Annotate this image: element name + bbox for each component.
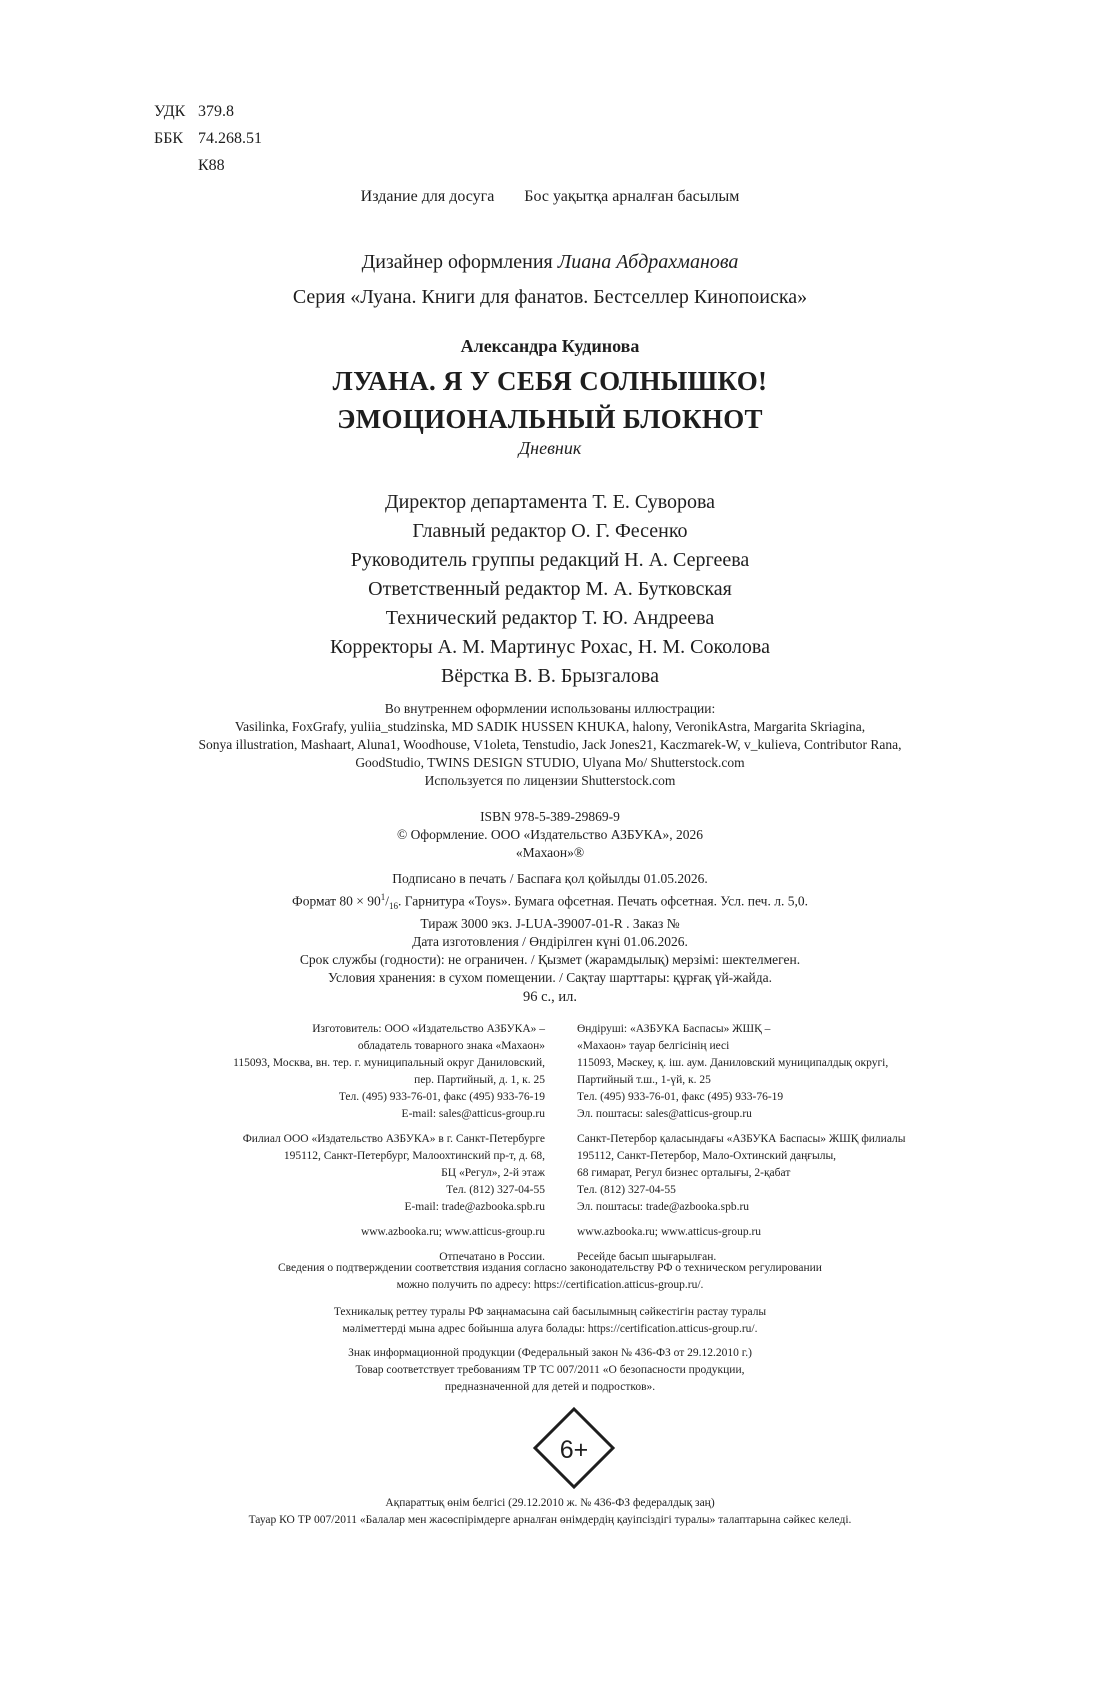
format-suffix: . Гарнитура «Toys». Бумага офсетная. Печать офсетная. Усл. печ. л. 5,0. [398, 893, 808, 909]
text-line: мәліметтерді мына адрес бойынша алуға болады: https://certification.atticus-group.ru/. [342, 1323, 758, 1335]
text-line: Тауар КО ТР 007/2011 «Балалар мен жасөспірімдерге арналған өнімдердің қауіпсіздігі туралы» талаптарына сәйкес келеді. [248, 1514, 852, 1526]
designer-line [0, 245, 1100, 280]
text-line: Эл. поштасы: trade@azbooka.spb.ru [577, 1201, 750, 1213]
text-line: Тел. (812) 327-04-55 [577, 1184, 676, 1196]
staff-line: Корректоры А. М. Мартинус Рохас, Н. М. Соколова [330, 636, 770, 658]
trademark: «Махаон»® [515, 845, 585, 860]
text-line: Партийный т.ш., 1-үй, к. 25 [577, 1074, 711, 1086]
illus-line: Во внутреннем оформлении использованы иллюстрации: [384, 701, 716, 716]
format-prefix: Формат 80 × 90 [292, 893, 381, 909]
text-line: Эл. поштасы: sales@atticus-group.ru [577, 1108, 752, 1120]
websites: www.azbooka.ru; www.atticus-group.ru [360, 1226, 545, 1238]
text-line: Сведения о подтверждении соответствия издания согласно законодательству РФ о техническом регулировании [278, 1262, 822, 1274]
format-num: 1 [380, 892, 386, 902]
udk-line [154, 98, 262, 125]
isbn: ISBN 978-5-389-29869-9 [480, 809, 620, 824]
text-line: Техникалық реттеу туралы РФ заңнамасына сай басылымның сәйкестігін растау туралы [333, 1306, 767, 1318]
text-line: E-mail: trade@azbooka.spb.ru [404, 1201, 545, 1213]
age-rating-icon [532, 1406, 616, 1490]
text-line: 195112, Санкт-Петербург, Малоохтинский пр-т, д. 68, [283, 1150, 545, 1162]
staff-line: Главный редактор О. Г. Фесенко [412, 520, 688, 542]
staff-line: Вёрстка В. В. Брызгалова [441, 665, 659, 687]
signed-line: Подписано в печать / Баспаға қол қойылды 01.05.2026. [392, 871, 708, 886]
copyright: © Оформление. ООО «Издательство АЗБУКА», 2026 [397, 827, 703, 842]
edition-type [0, 188, 1100, 206]
text-line: БЦ «Регул», 2-й этаж [441, 1167, 545, 1179]
text-line: Филиал ООО «Издательство АЗБУКА» в г. Санкт-Петербурге [242, 1133, 545, 1145]
page-count: 96 с., ил. [522, 989, 578, 1005]
bbk-value: 74.268.51 [198, 130, 262, 147]
manufacturer-kz [577, 1021, 906, 1274]
edition-ru: Издание для досуга [360, 188, 495, 205]
text-line: Тел. (495) 933-76-01, факс (495) 933-76-19 [338, 1091, 545, 1103]
text-line: Тел. (812) 327-04-55 [446, 1184, 545, 1196]
illus-line: GoodStudio, TWINS DESIGN STUDIO, Ulyana Mo/ Shutterstock.com [355, 755, 745, 770]
text-line: 115093, Мәскеу, қ. іш. аум. Даниловский муниципалдық округі, [577, 1057, 889, 1069]
udk-value: 379.8 [198, 103, 234, 120]
bottom-notes [0, 1495, 1100, 1529]
format-line: Формат $80 \times 90^1/_{16}$. Гарнитура «Toys». Бумага офсетная. Печать офсетная. Усл. печ. л. 5,0. [292, 892, 808, 912]
genre: Дневник [518, 438, 582, 458]
info-mark-note [0, 1345, 1100, 1396]
manufacturer-block [577, 1021, 906, 1123]
bbk-line [154, 125, 262, 152]
printed-in: Отпечатано в России. [439, 1251, 545, 1263]
illustration-credits [0, 700, 1100, 790]
storage-line: Условия хранения: в сухом помещении. / Сақтау шарттары: құрғақ үй-жайда. [328, 970, 772, 986]
author-sign: К88 [198, 157, 225, 174]
text-line: Өндіруші: «АЗБУКА Баспасы» ЖШҚ – [577, 1023, 771, 1035]
text-line: E-mail: sales@atticus-group.ru [401, 1108, 545, 1120]
title-line-1: ЛУАНА. Я У СЕБЯ СОЛНЫШКО! [332, 366, 768, 396]
series-line: Серия «Луана. Книги для фанатов. Бестселлер Кинопоиска» [292, 286, 808, 308]
websites: www.azbooka.ru; www.atticus-group.ru [577, 1226, 762, 1238]
edition-kz: Бос уақытқа арналған басылым [524, 188, 740, 205]
staff-line: Ответственный редактор М. А. Бутковская [368, 578, 732, 600]
certification-ru [0, 1260, 1100, 1294]
text-line: Ақпараттық өнім белгісі (29.12.2010 ж. № 436-ФЗ федералдық заң) [385, 1497, 715, 1509]
text-line: Знак информационной продукции (Федеральный закон № 436-ФЗ от 29.12.2010 г.) [348, 1347, 752, 1359]
staff-credits [0, 488, 1100, 691]
staff-line: Руководитель группы редакций Н. А. Сергеева [350, 549, 750, 571]
illus-line: Sonya illustration, Mashaart, Aluna1, Woodhouse, V1oleta, Tenstudio, Jack Jones21, Kaczmarek-W, v_kulieva, Contributor Rana, [198, 737, 902, 752]
illus-line: Vasilinka, FoxGrafy, yuliia_studzinska, MD SADIK HUSSEN KHUKA, halony, VeronikAstra, Margarita Skriagina, [234, 719, 866, 734]
isbn-block [0, 808, 1100, 862]
text-line: 115093, Москва, вн. тер. г. муниципальный округ Даниловский, [233, 1057, 545, 1069]
classification-codes [154, 98, 262, 179]
staff-line: Директор департамента Т. Е. Суворова [384, 491, 716, 513]
printed-in: Ресейде басып шығарылған. [577, 1251, 717, 1263]
format-den: 16 [389, 901, 399, 912]
manufacturer-block [233, 1021, 545, 1123]
circulation-line: Тираж 3000 экз. J-LUA-39007-01-R . Заказ № [420, 916, 680, 932]
designer-name: Лиана Абдрахманова [557, 251, 739, 273]
text-line: Изготовитель: ООО «Издательство АЗБУКА» – [312, 1023, 545, 1035]
text-line: 195112, Санкт-Петербор, Мало-Охтинский даңғылы, [577, 1150, 837, 1162]
author-name: Александра Кудинова [460, 336, 640, 356]
staff-line: Технический редактор Т. Ю. Андреева [385, 607, 715, 629]
text-line: пер. Партийный, д. 1, к. 25 [414, 1074, 545, 1086]
illus-line: Используется по лицензии Shutterstock.com [424, 773, 676, 788]
text-line: Санкт-Петербор қаласындағы «АЗБУКА Баспасы» ЖШҚ филиалы [577, 1133, 906, 1145]
text-line: Товар соответствует требованиям ТР ТС 007/2011 «О безопасности продукции, [355, 1364, 745, 1376]
made-line: Дата изготовления / Өндірілген күні 01.06.2026. [412, 934, 688, 950]
text-line: «Махаон» тауар белгісінің иесі [577, 1040, 730, 1052]
text-line: можно получить по адресу: https://certification.atticus-group.ru/. [396, 1279, 704, 1291]
text-line: предназначенной для детей и подростков». [444, 1381, 656, 1393]
text-line: 68 гимарат, Регул бизнес орталығы, 2-қабат [577, 1167, 791, 1179]
book-title [0, 362, 1100, 438]
text-line: обладатель товарного знака «Махаон» [357, 1040, 545, 1052]
manufacturer-ru [233, 1021, 545, 1274]
udk-label: УДК [154, 103, 186, 120]
bbk-label: ББК [154, 130, 184, 147]
print-info [0, 870, 1100, 987]
age-rating-label: 6+ [559, 1436, 589, 1464]
certification-kz [0, 1304, 1100, 1338]
branch-block [233, 1131, 545, 1216]
designer-series-block [0, 245, 1100, 315]
service-line: Срок службы (годности): не ограничен. / Қызмет (жарамдылық) мерзімі: шектелмеген. [299, 952, 801, 968]
designer-prefix: Дизайнер оформления [361, 251, 553, 273]
text-line: Тел. (495) 933-76-01, факс (495) 933-76-19 [577, 1091, 784, 1103]
title-line-2: ЭМОЦИОНАЛЬНЫЙ БЛОКНОТ [337, 404, 763, 434]
branch-block [577, 1131, 906, 1216]
